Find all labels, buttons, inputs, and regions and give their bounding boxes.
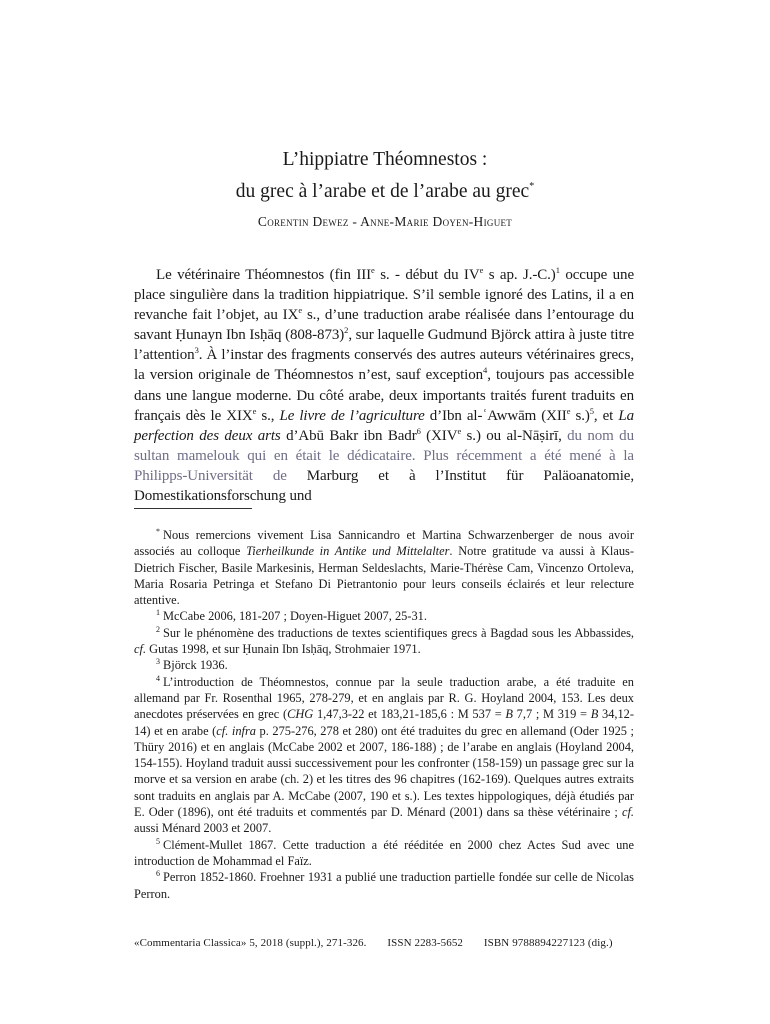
text-run: s ap. J.-C.) [483, 267, 556, 283]
text-run: 1,47,3-22 et 183,21-185,6 : M 537 = [313, 707, 506, 722]
footnote-ref-6[interactable]: 6 [416, 425, 421, 436]
journal-citation: «Commentaria Classica» 5, 2018 (suppl.), 271-326. [134, 937, 367, 949]
text-run: , et [593, 407, 619, 424]
text-run: s.) [570, 407, 590, 424]
article-authors: Corentin Dewez - Anne-Marie Doyen-Higuet [257, 214, 513, 229]
italic-run: cf. [134, 642, 147, 657]
footnote-ref-1[interactable]: 1 [555, 265, 560, 275]
italic-run: CHG [287, 707, 314, 722]
footnote-ref-5[interactable]: 5 [589, 405, 594, 416]
text-run: Marburg et à l’Institut für Paläoanatomie, Domestikationsforschung und [134, 467, 635, 505]
footnote-number: 5 [156, 836, 160, 846]
footnote-number: 3 [156, 657, 160, 667]
paragraph [134, 265, 634, 506]
text-run: , sur laquelle Gudmund Björck attira à juste titre l’attention [134, 327, 634, 364]
footnote-star [134, 527, 634, 608]
article-title [0, 146, 770, 205]
text-run: . Notre gratitude va aussi à Klaus-Dietrich Fischer, Basile Markesinis, Herman Seldeslachts, Marie-Thérèse Cam, Vincenzo Ortoleva, Maria Rosaria Petringa et Stefano Di Pietrantonio pour leurs conseils éclairés et leur relecture attentive. [134, 544, 634, 608]
text-run: s. - début du IV [374, 267, 480, 283]
text-run: , toujours pas accessible dans une langue moderne. Du côté arabe, deux importants traités furent traduits en français dès le XIX [134, 367, 634, 424]
text-run: aussi Ménard 2003 et 2007. [134, 821, 272, 836]
footnote-number: * [156, 527, 160, 536]
italic-run: B [505, 707, 513, 722]
footnote-5 [134, 837, 634, 870]
book-title: La perfection des deux arts [134, 407, 634, 444]
italic-run: B [590, 707, 599, 722]
text-run: Nous remercions vivement Lisa Sannicandro et Martina Schwarzenberger de nous avoir associés au colloque [134, 528, 634, 559]
text-run: s., [256, 407, 280, 424]
footnote-1 [134, 608, 634, 624]
footnote-ref-2[interactable]: 2 [344, 325, 349, 336]
book-title: Le livre de l’agriculture [279, 407, 425, 424]
text-run: Le vétérinaire Théomnestos (fin III [156, 267, 372, 283]
text-run: 34,12-14) et en arabe ( [134, 707, 635, 738]
superscript: e [479, 265, 484, 275]
text-run: p. 275-276, 278 et 280) ont été traduites du grec en allemand (Oder 1925 ; Thüry 2016) et en anglais (McCabe 2002 et 2007, 186-188) ; de l’arabe en anglais (Hoyland 2004, 154-155). Hoyland traduit aussi successivement pour les confronter (158-159) un passage grec sur la morve et sa version en arabe (ch. 2) et les titres des 96 chapitres (162-169). Quelques autres extraits sont traduits en anglais par A. McCabe (2007, 190 et s.). Les textes hippologiques, déjà étudiés par E. Oder (1896), ont été traduits et commentés par D. Ménard (2001) dans sa thèse vétérinaire ; [134, 723, 634, 820]
footnote-ref-4[interactable]: 4 [483, 365, 488, 376]
footnote-3 [134, 657, 634, 673]
footnote-number: 1 [156, 608, 160, 618]
footnote-number: 4 [156, 673, 160, 683]
footnotes [134, 527, 634, 902]
italic-run: cf. [621, 805, 634, 820]
footnote-2 [134, 625, 634, 658]
text-run: L’introduction de Théomnestos, connue par la seule traduction arabe, a été traduite en allemand par Fr. Rosenthal 1965, 278-279, et en anglais par R. G. Hoyland 2004, 153. Les deux anecdotes préservées en grec ( [134, 674, 634, 722]
text-run: s.) ou al-Nāṣirī, [461, 427, 568, 444]
text-run: Clément-Mullet 1867. Cette traduction a été rééditée en 2000 chez Actes Sud avec une introduction de Mohammad el Faïz. [134, 837, 634, 868]
footnote-number: 2 [156, 624, 160, 634]
text-run: (XIV [420, 427, 458, 444]
text-run: Gutas 1998, et sur Ḥunain Ibn Isḥāq, Strohmaier 1971. [146, 642, 421, 657]
text-run: s., d’une traduction arabe réalisée dans l’entourage du savant Ḥunayn Ibn Isḥāq (808-873) [134, 307, 634, 344]
title-line-1: L’hippiatre Théomnestos : [282, 149, 488, 170]
main-text [134, 265, 634, 506]
superscript: e [252, 405, 257, 416]
text-run: d’Abū Bakr ibn Badr [280, 427, 417, 444]
text-run: McCabe 2006, 181-207 ; Doyen-Higuet 2007, 25-31. [163, 609, 427, 624]
superscript: e [457, 425, 462, 436]
highlighted-text: du nom du sultan mamelouk qui en était le dédicataire. Plus récemment a été mené à la Philipps-Universität de [134, 427, 634, 484]
footnote-number: 6 [156, 869, 160, 879]
footnote-separator [134, 508, 252, 509]
footnote-4 [134, 674, 634, 837]
title-line-2-text: du grec à l’arabe et de l’arabe au grec [235, 181, 530, 202]
italic-run: Tierheilkunde in Antike und Mittelalter [246, 544, 450, 559]
text-run: . À l’instar des fragments conservés des autres auteurs vétérinaires grecs, la version originale de Théomnestos n’est, sauf exception [134, 347, 634, 384]
italic-run: cf. infra [216, 723, 256, 738]
text-run: occupe une place singulière dans la tradition hippiatrique. S’il semble ignoré des Latins, il a en revanche fait l’objet, au IX [134, 267, 635, 324]
page-footer [134, 937, 634, 949]
text-run: 7,7 ; M 319 = [512, 707, 591, 722]
footnote-6 [134, 869, 634, 902]
issn: ISSN 2283-5652 [387, 937, 464, 949]
superscript: e [371, 265, 375, 275]
title-line-2 [0, 173, 770, 205]
title-footnote-mark: * [529, 181, 535, 192]
text-run: Sur le phénomène des traductions de textes scientifiques grecs à Bagdad sous les Abbassides, [163, 625, 634, 640]
isbn: ISBN 9788894227123 (dig.) [483, 937, 613, 949]
text-run: Perron 1852-1860. Froehner 1931 a publié une traduction partielle fondée sur celle de Nicolas Perron. [134, 870, 634, 901]
superscript: e [566, 405, 571, 416]
footnote-ref-3[interactable]: 3 [194, 345, 199, 356]
text-run: Björck 1936. [163, 658, 228, 673]
text-run: d’Ibn al-ʿAwwām (XII [424, 407, 567, 424]
superscript: e [298, 305, 303, 316]
